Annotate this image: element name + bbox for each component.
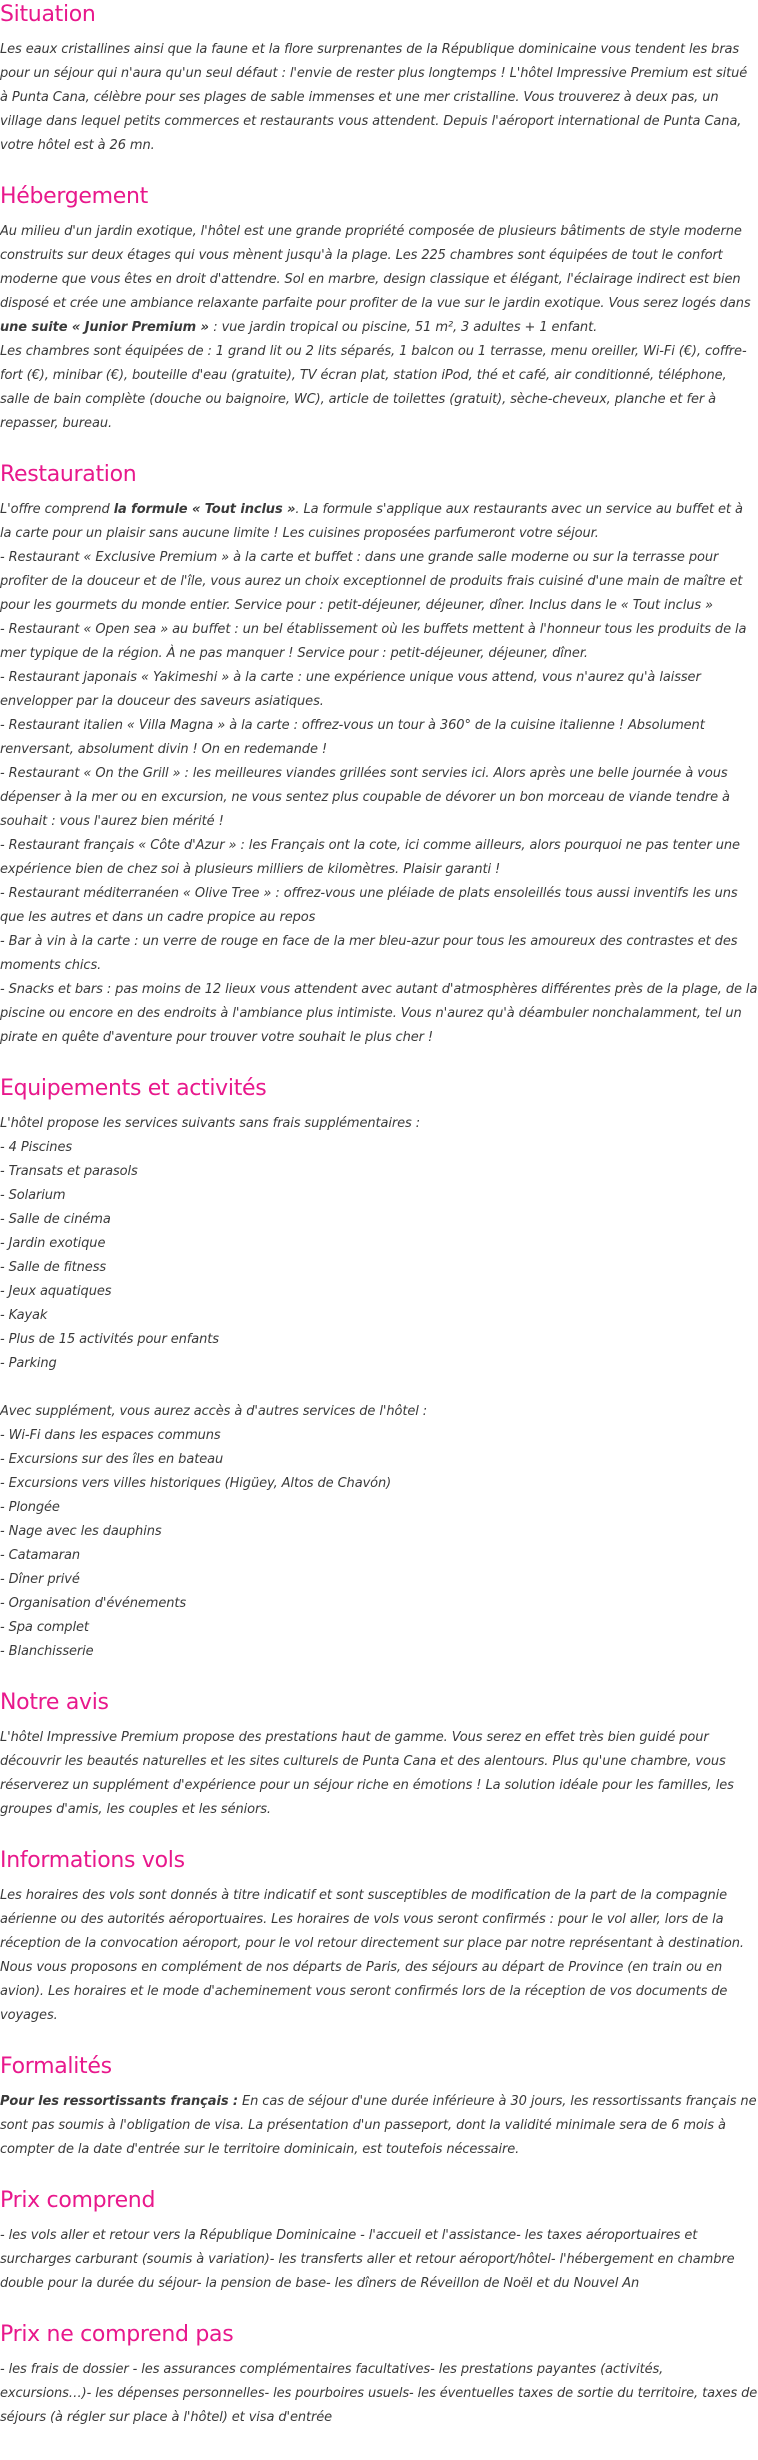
list-item: - Nage avec les dauphins xyxy=(0,1524,162,1539)
list-item: - Restaurant italien « Villa Magna » à la carte : offrez-vous un tour à 360° de la cuisine italienne ! Absolument renversant, absolument divin ! On en redemande ! xyxy=(0,718,705,757)
list-item: - Transats et parasols xyxy=(0,1164,138,1179)
vols-paragraph: Les horaires des vols sont donnés à titre indicatif et sont susceptibles de modification de la part de la compagnie aérienne ou des autorités aéroportuaires. Les horaires de vols vous seront confirmés : pour le vol aller, lors de la réception de la convocation aéroport, pour le vol retour directement sur place par notre représentant à destination. Nous vous proposons en complément de nos départs de Paris, des séjours au départ de Province (en train ou en avion). Les horaires et le mode d'acheminement vous seront confirmés lors de la réception de vos documents de voyages. xyxy=(0,1888,744,2023)
section-hebergement xyxy=(0,182,758,436)
list-item: - Parking xyxy=(0,1356,57,1371)
section-equipements xyxy=(0,1074,758,1664)
list-item: - Bar à vin à la carte : un verre de rouge en face de la mer bleu-azur pour tous les amoureux des contrastes et des moments chics. xyxy=(0,934,738,973)
section-title-restauration: Restauration xyxy=(0,462,137,487)
list-item: - Snacks et bars : pas moins de 12 lieux vous attendent avec autant d'atmosphères différentes près de la plage, de la piscine ou encore en des endroits à l'ambiance plus intimiste. Vous n'aurez qu'à déambuler nonchalamment, tel un pirate en quête d'aventure pour trouver votre souhait le plus cher ! xyxy=(0,982,758,1045)
spacer xyxy=(0,1376,758,1400)
section-title-prix-ne-comprend: Prix ne comprend pas xyxy=(0,2322,234,2347)
hebergement-paragraph-1 xyxy=(0,220,758,340)
list-item: - Plus de 15 activités pour enfants xyxy=(0,1332,219,1347)
list-item: - Catamaran xyxy=(0,1548,81,1563)
section-title-formalites: Formalités xyxy=(0,2054,112,2079)
list-item: - Solarium xyxy=(0,1188,66,1203)
formalites-body: En cas de séjour d'une durée inférieure à 30 jours, les ressortissants français ne sont pas soumis à l'obligation de visa. La présentation d'un passeport, dont la validité minimale sera de 6 mois à compter de la date d'entrée sur le territoire dominicain, est toutefois nécessaire. xyxy=(0,2094,757,2157)
list-item: - Plongée xyxy=(0,1500,60,1515)
hebergement-room-type: une suite « Junior Premium » xyxy=(0,320,214,335)
section-vols xyxy=(0,1846,758,2028)
prix-ne-comprend-paragraph: - les frais de dossier - les assurances complémentaires facultatives- les prestations payantes (activités, excursions…)- les dépenses personnelles- les pourboires usuels- les éventuelles taxes de sortie du territoire, taxes de séjours (à régler sur place à l'hôtel) et visa d'entrée xyxy=(0,2362,758,2425)
formalites-paragraph xyxy=(0,2090,758,2162)
hebergement-paragraph-2: Les chambres sont équipées de : 1 grand lit ou 2 lits séparés, 1 balcon ou 1 terrasse, menu oreiller, Wi-Fi (€), coffre-fort (€), minibar (€), bouteille d'eau (gratuite), TV écran plat, station iPod, thé et café, air conditionné, téléphone, salle de bain complète (douche ou baignoire, WC), article de toilettes (gratuit), sèche-cheveux, planche et fer à repasser, bureau. xyxy=(0,344,747,431)
list-item: - Excursions vers villes historiques (Higüey, Altos de Chavón) xyxy=(0,1476,392,1491)
section-title-equipements: Equipements et activités xyxy=(0,1076,267,1101)
equipements-free-intro: L'hôtel propose les services suivants sans frais supplémentaires : xyxy=(0,1116,421,1131)
section-prix-comprend xyxy=(0,2186,758,2296)
list-item: - Restaurant méditerranéen « Olive Tree » : offrez-vous une pléiade de plats ensoleillés tous aussi inventifs les uns que les autres et dans un cadre propice au repos xyxy=(0,886,738,925)
section-title-avis: Notre avis xyxy=(0,1690,109,1715)
list-item: - 4 Piscines xyxy=(0,1140,73,1155)
prix-comprend-text xyxy=(0,2224,758,2296)
section-formalites xyxy=(0,2052,758,2162)
list-item: - Jeux aquatiques xyxy=(0,1284,112,1299)
list-item: - Restaurant « Open sea » au buffet : un bel établissement où les buffets mettent à l'honneur tous les produits de la mer typique de la région. À ne pas manquer ! Service pour : petit-déjeuner, déjeuner, dîner. xyxy=(0,622,747,661)
prix-comprend-paragraph: - les vols aller et retour vers la République Dominicaine - l'accueil et l'assistance- les taxes aéroportuaires et surcharges carburant (soumis à variation)- les transferts aller et retour aéroport/hôtel- l'hébergement en chambre double pour la durée du séjour- la pension de base- les dîners de Réveillon de Noël et du Nouvel An xyxy=(0,2228,735,2291)
paid-services-list xyxy=(0,1424,758,1664)
equipements-text xyxy=(0,1112,758,1664)
free-services-list xyxy=(0,1136,758,1376)
vols-text xyxy=(0,1884,758,2028)
section-situation xyxy=(0,0,758,158)
section-title-prix-comprend: Prix comprend xyxy=(0,2188,156,2213)
list-item: - Restaurant japonais « Yakimeshi » à la carte : une expérience unique vous attend, vous n'aurez qu'à laisser envelopper par la douceur des saveurs asiatiques. xyxy=(0,670,701,709)
list-item: - Blanchisserie xyxy=(0,1644,94,1659)
section-title-vols: Informations vols xyxy=(0,1848,185,1873)
restaurant-list xyxy=(0,546,758,1050)
list-item: - Salle de cinéma xyxy=(0,1212,111,1227)
section-title-hebergement: Hébergement xyxy=(0,184,148,209)
section-restauration xyxy=(0,460,758,1050)
avis-text xyxy=(0,1726,758,1822)
list-item: - Dîner privé xyxy=(0,1572,80,1587)
restauration-intro-rest: . La formule s'applique aux restaurants avec un service au buffet et à la carte pour un plaisir sans aucune limite ! Les cuisines proposées parfumeront votre séjour. xyxy=(0,502,743,541)
formalites-text xyxy=(0,2090,758,2162)
restauration-intro-text: L'offre comprend xyxy=(0,502,114,517)
list-item: - Wi-Fi dans les espaces communs xyxy=(0,1428,221,1443)
situation-text xyxy=(0,38,758,158)
equipements-paid-intro: Avec supplément, vous aurez accès à d'autres services de l'hôtel : xyxy=(0,1404,428,1419)
hebergement-room-details: : vue jardin tropical ou piscine, 51 m², 3 adultes + 1 enfant. xyxy=(213,320,598,335)
list-item: - Organisation d'événements xyxy=(0,1596,187,1611)
section-title-situation: Situation xyxy=(0,2,96,27)
list-item: - Restaurant « Exclusive Premium » à la carte et buffet : dans une grande salle moderne ou sur la terrasse pour profiter de la douceur et de l'île, vous aurez un choix exceptionnel de produits frais cuisiné d'une main de maître et pour les gourmets du monde entier. Service pour : petit-déjeuner, déjeuner, dîner. Inclus dans le « Tout inclus » xyxy=(0,550,743,613)
list-item: - Restaurant français « Côte d'Azur » : les Français ont la cote, ici comme ailleurs, alors pourquoi ne pas tenter une expérience bien de chez soi à plusieurs milliers de kilomètres. Plaisir garanti ! xyxy=(0,838,740,877)
situation-paragraph: Les eaux cristallines ainsi que la faune et la flore surprenantes de la République dominicaine vous tendent les bras pour un séjour qui n'aura qu'un seul défaut : l'envie de rester plus longtemps ! L'hôtel Impressive Premium est situé à Punta Cana, célèbre pour ses plages de sable immenses et une mer cristalline. Vous trouverez à deux pas, un village dans lequel petits commerces et restaurants vous attendent. Depuis l'aéroport international de Punta Cana, votre hôtel est à 26 mn. xyxy=(0,42,748,153)
prix-ne-comprend-text xyxy=(0,2358,758,2430)
list-item: - Salle de fitness xyxy=(0,1260,107,1275)
list-item: - Excursions sur des îles en bateau xyxy=(0,1452,224,1467)
restauration-text xyxy=(0,498,758,1050)
hebergement-p1-text: Au milieu d'un jardin exotique, l'hôtel est une grande propriété composée de plusieurs bâtiments de style moderne construits sur deux étages qui vous mènent jusqu'à la plage. Les 225 chambres sont équipées de tout le confort moderne que vous êtes en droit d'attendre. Sol en marbre, design classique et élégant, l'éclairage indirect est bien disposé et crée une ambiance relaxante parfaite pour profiter de la vue sur le jardin exotique. Vous serez logés dans xyxy=(0,224,751,311)
restauration-formula: la formule « Tout inclus » xyxy=(113,502,296,517)
list-item: - Spa complet xyxy=(0,1620,89,1635)
list-item: - Kayak xyxy=(0,1308,48,1323)
avis-paragraph: L'hôtel Impressive Premium propose des prestations haut de gamme. Vous serez en effet très bien guidé pour découvrir les beautés naturelles et les sites culturels de Punta Cana et des alentours. Plus qu'une chambre, vous réserverez un supplément d'expérience pour un séjour riche en émotions ! La solution idéale pour les familles, les groupes d'amis, les couples et les séniors. xyxy=(0,1730,734,1817)
formalites-label: Pour les ressortissants français : xyxy=(0,2094,238,2109)
section-avis xyxy=(0,1688,758,1822)
section-prix-ne-comprend xyxy=(0,2320,758,2430)
list-item: - Jardin exotique xyxy=(0,1236,106,1251)
hebergement-text xyxy=(0,220,758,436)
restauration-intro xyxy=(0,498,758,546)
list-item: - Restaurant « On the Grill » : les meilleures viandes grillées sont servies ici. Alors après une belle journée à vous dépenser à la mer ou en excursion, ne vous sentez plus coupable de dévorer un bon morceau de viande tendre à souhait : vous l'aurez bien mérité ! xyxy=(0,766,730,829)
